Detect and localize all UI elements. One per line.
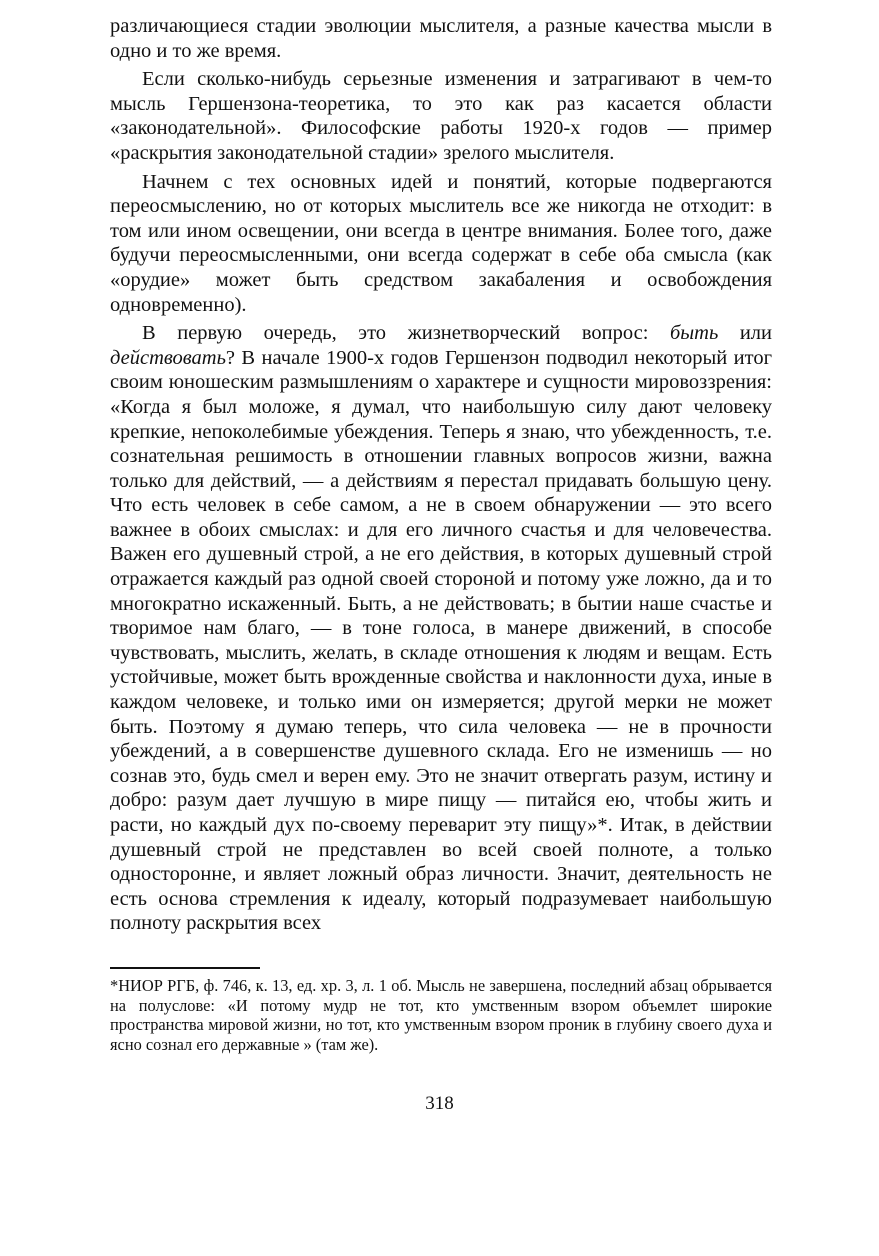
footnote: *НИОР РГБ, ф. 746, к. 13, ед. хр. 3, л. 1 об. Мысль не завершена, последний абзац обрывается на полуслове: «И потому мудр не тот, кто умственным взором объемлет широкие пространства мировой жизни, но тот, кто умственным взором проник в глубину своего духа и ясно сознал его державные » (там же).	[110, 976, 772, 1054]
footnote-divider	[110, 967, 260, 969]
paragraph	[110, 67, 772, 165]
paragraph	[110, 14, 772, 63]
paragraph-text: или	[718, 322, 772, 345]
italic-text: действовать	[110, 346, 226, 369]
paragraph-text: Начнем с тех основных идей и понятий, которые подвергаются переосмыслению, но от которых мыслитель все же никогда не отходит: в том или ином освещении, они всегда в центре внимания. Более того, даже будучи переосмысленными, они всегда содержат в себе оба смысла (как «орудие» может быть средством закабаления и освобождения одновременно).	[110, 170, 772, 316]
page-number: 318	[425, 1093, 454, 1114]
paragraph-text: В первую очередь, это жизнетворческий вопрос:	[142, 322, 670, 345]
paragraph-text: различающиеся стадии эволюции мыслителя, а разные качества мысли в одно и то же время.	[110, 15, 772, 62]
paragraph	[110, 321, 772, 936]
main-text	[110, 14, 772, 936]
paragraph-text: Если сколько-нибудь серьезные изменения и затрагивают в чем-то мысль Гершензона-теоретика, то это как раз касается области «законодательной». Философские работы 1920-х годов — пример «раскрытия законодательной стадии» зрелого мыслителя.	[110, 68, 772, 164]
paragraph-text: ? В начале 1900-х годов Гершензон подводил некоторый итог своим юношеским размышлениям о характере и сущности мировоззрения: «Когда я был моложе, я думал, что наибольшую силу дают человеку крепкие, непоколебимые убеждения. Теперь я знаю, что убежденность, т.е. сознательная решимость в отношении главных вопросов жизни, важна только для действий, — а действиям я перестал придавать большую цену. Что есть человек в себе самом, а не в своем обнаружении — это всего важнее в обоих смыслах: и для его личного счастья и для человечества. Важен его душевный строй, а не его действия, в которых душевный строй отражается каждый раз одной своей стороной и потому уже ложно, да и то многократно искаженный. Быть, а не действовать; в бытии наше счастье и творимое нам благо, — в тоне голоса, в манере движений, в способе чувствовать, мыслить, желать, в складе отношения к людям и вещам. Есть устойчивые, может быть врожденные свойства и наклонности духа, иные в каждом человеке, и только ими он измеряется; другой мерки не может быть. Поэтому я думаю теперь, что сила человека — не в прочности убеждений, а в совершенстве душевного склада. Его не изменишь — но сознав это, будь смел и верен ему. Это не значит отвергать разум, истину и добро: разум дает лучшую в мире пищу — питайся ею, чтобы жить и расти, но каждый дух по-своему переварит эту пищу»*. Итак, в действии душевный строй не представлен во всей своей полноте, а только односторонне, и являет ложный образ личности. Значит, деятельность не есть основа стремления к идеалу, который подразумевает наибольшую полноту раскрытия всех	[110, 346, 772, 935]
paragraph	[110, 170, 772, 318]
italic-text: быть	[669, 322, 719, 345]
